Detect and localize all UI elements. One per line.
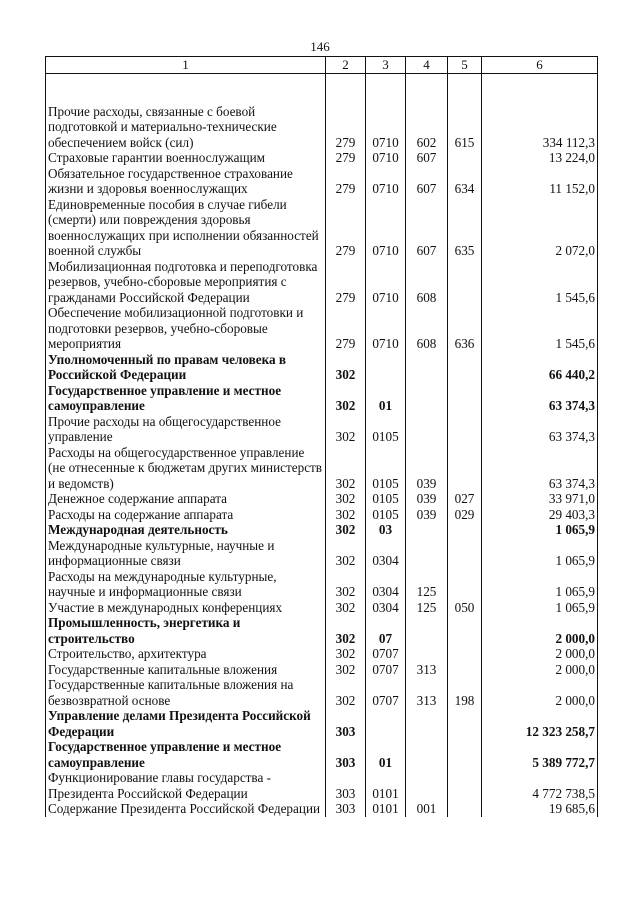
row-col-4: 039 xyxy=(406,445,448,492)
row-col-4: 313 xyxy=(406,662,448,678)
table-row xyxy=(46,445,598,492)
row-col-2: 302 xyxy=(326,600,366,616)
table-row xyxy=(46,646,598,662)
row-col-3: 0105 xyxy=(366,445,406,492)
header-col-6: 6 xyxy=(482,57,598,74)
row-col-3: 0105 xyxy=(366,414,406,445)
row-amount: 1 065,9 xyxy=(482,569,598,600)
row-col-3: 0707 xyxy=(366,646,406,662)
row-amount: 33 971,0 xyxy=(482,491,598,507)
table-row xyxy=(46,677,598,708)
row-name: Содержание Президента Российской Федерации xyxy=(46,801,326,817)
table-row xyxy=(46,600,598,616)
row-col-2: 279 xyxy=(326,305,366,352)
table-row xyxy=(46,569,598,600)
row-col-5 xyxy=(448,383,482,414)
row-col-5: 634 xyxy=(448,166,482,197)
row-col-3: 0707 xyxy=(366,662,406,678)
row-amount: 1 065,9 xyxy=(482,600,598,616)
row-amount: 1 065,9 xyxy=(482,538,598,569)
row-col-5 xyxy=(448,538,482,569)
table-row xyxy=(46,522,598,538)
row-col-5: 615 xyxy=(448,104,482,151)
table-row xyxy=(46,383,598,414)
row-amount: 2 072,0 xyxy=(482,197,598,259)
row-name: Мобилизационная подготовка и переподготовка резервов, учебно-сборовые мероприятия с гражданами Российской Федерации xyxy=(46,259,326,306)
row-name: Денежное содержание аппарата xyxy=(46,491,326,507)
table-row xyxy=(46,507,598,523)
row-col-3: 0101 xyxy=(366,801,406,817)
row-name: Расходы на содержание аппарата xyxy=(46,507,326,523)
row-col-3: 0710 xyxy=(366,166,406,197)
row-name: Промышленность, энергетика и строительство xyxy=(46,615,326,646)
row-amount: 2 000,0 xyxy=(482,677,598,708)
row-name: Функционирование главы государства - Президента Российской Федерации xyxy=(46,770,326,801)
row-col-4: 313 xyxy=(406,677,448,708)
row-col-2: 302 xyxy=(326,507,366,523)
row-amount: 2 000,0 xyxy=(482,646,598,662)
table-row xyxy=(46,305,598,352)
row-col-5 xyxy=(448,259,482,306)
row-col-5: 198 xyxy=(448,677,482,708)
row-col-2: 302 xyxy=(326,352,366,383)
row-col-5 xyxy=(448,770,482,801)
row-col-2: 302 xyxy=(326,646,366,662)
row-col-4: 602 xyxy=(406,104,448,151)
row-name: Государственные капитальные вложения на безвозвратной основе xyxy=(46,677,326,708)
row-col-5: 027 xyxy=(448,491,482,507)
row-name: Прочие расходы на общегосударственное управление xyxy=(46,414,326,445)
row-col-2: 302 xyxy=(326,383,366,414)
row-col-2: 302 xyxy=(326,569,366,600)
row-col-3: 01 xyxy=(366,383,406,414)
row-name: Расходы на международные культурные, научные и информационные связи xyxy=(46,569,326,600)
row-amount: 63 374,3 xyxy=(482,414,598,445)
row-col-4 xyxy=(406,414,448,445)
row-col-5 xyxy=(448,569,482,600)
header-row xyxy=(46,57,598,74)
row-col-4: 608 xyxy=(406,259,448,306)
row-col-2: 279 xyxy=(326,166,366,197)
row-col-4 xyxy=(406,352,448,383)
row-amount: 63 374,3 xyxy=(482,383,598,414)
row-col-3: 0710 xyxy=(366,150,406,166)
row-col-5 xyxy=(448,445,482,492)
row-col-4: 039 xyxy=(406,507,448,523)
table-row xyxy=(46,708,598,739)
budget-table xyxy=(45,56,598,817)
row-col-5: 636 xyxy=(448,305,482,352)
row-name: Государственные капитальные вложения xyxy=(46,662,326,678)
header-col-1: 1 xyxy=(46,57,326,74)
row-col-2: 302 xyxy=(326,414,366,445)
row-col-5: 050 xyxy=(448,600,482,616)
row-col-2: 302 xyxy=(326,662,366,678)
row-col-4: 125 xyxy=(406,569,448,600)
row-col-5 xyxy=(448,662,482,678)
row-amount: 29 403,3 xyxy=(482,507,598,523)
header-col-4: 4 xyxy=(406,57,448,74)
table-row xyxy=(46,352,598,383)
row-name: Строительство, архитектура xyxy=(46,646,326,662)
row-name: Единовременные пособия в случае гибели (смерти) или повреждения здоровья военнослужащих при исполнении обязанностей военной службы xyxy=(46,197,326,259)
row-col-4 xyxy=(406,615,448,646)
row-amount: 4 772 738,5 xyxy=(482,770,598,801)
row-col-4 xyxy=(406,739,448,770)
row-col-3: 0101 xyxy=(366,770,406,801)
row-col-3: 0304 xyxy=(366,600,406,616)
header-col-5: 5 xyxy=(448,57,482,74)
row-col-3: 0105 xyxy=(366,491,406,507)
row-name: Обеспечение мобилизационной подготовки и подготовки резервов, учебно-сборовые мероприятия xyxy=(46,305,326,352)
row-col-5 xyxy=(448,414,482,445)
row-col-4: 607 xyxy=(406,197,448,259)
row-col-4 xyxy=(406,708,448,739)
row-col-2: 279 xyxy=(326,104,366,151)
row-col-3: 0105 xyxy=(366,507,406,523)
row-col-4: 001 xyxy=(406,801,448,817)
header-col-3: 3 xyxy=(366,57,406,74)
row-col-2: 279 xyxy=(326,150,366,166)
table-row xyxy=(46,166,598,197)
table-row xyxy=(46,104,598,151)
table-row xyxy=(46,150,598,166)
row-col-3: 0707 xyxy=(366,677,406,708)
row-amount: 5 389 772,7 xyxy=(482,739,598,770)
row-col-5 xyxy=(448,646,482,662)
row-col-3: 0304 xyxy=(366,538,406,569)
row-col-3 xyxy=(366,708,406,739)
page-number: 146 xyxy=(310,39,330,54)
row-amount: 2 000,0 xyxy=(482,662,598,678)
row-col-2: 302 xyxy=(326,538,366,569)
table-row xyxy=(46,615,598,646)
row-col-2: 302 xyxy=(326,615,366,646)
table-row xyxy=(46,197,598,259)
header-col-2: 2 xyxy=(326,57,366,74)
row-col-4: 607 xyxy=(406,166,448,197)
row-amount: 1 545,6 xyxy=(482,259,598,306)
row-name: Прочие расходы, связанные с боевой подготовкой и материально-технические обеспечением войск (сил) xyxy=(46,104,326,151)
row-col-5 xyxy=(448,708,482,739)
row-col-3: 03 xyxy=(366,522,406,538)
row-col-2: 302 xyxy=(326,677,366,708)
row-name: Страховые гарантии военнослужащим xyxy=(46,150,326,166)
row-name: Участие в международных конференциях xyxy=(46,600,326,616)
row-amount: 2 000,0 xyxy=(482,615,598,646)
row-col-4: 608 xyxy=(406,305,448,352)
row-amount: 334 112,3 xyxy=(482,104,598,151)
row-col-3 xyxy=(366,352,406,383)
row-col-4 xyxy=(406,383,448,414)
row-col-5 xyxy=(448,522,482,538)
row-amount: 19 685,6 xyxy=(482,801,598,817)
row-col-3: 01 xyxy=(366,739,406,770)
row-col-2: 279 xyxy=(326,197,366,259)
row-col-2: 303 xyxy=(326,801,366,817)
row-col-2: 302 xyxy=(326,445,366,492)
table-row xyxy=(46,414,598,445)
row-col-5 xyxy=(448,801,482,817)
row-col-2: 279 xyxy=(326,259,366,306)
row-col-4 xyxy=(406,538,448,569)
row-col-5: 635 xyxy=(448,197,482,259)
row-col-4 xyxy=(406,646,448,662)
spacer-row xyxy=(46,73,598,104)
row-name: Международная деятельность xyxy=(46,522,326,538)
row-name: Обязательное государственное страхование жизни и здоровья военнослужащих xyxy=(46,166,326,197)
table-row xyxy=(46,538,598,569)
row-col-2: 302 xyxy=(326,491,366,507)
row-col-3: 0710 xyxy=(366,104,406,151)
row-name: Уполномоченный по правам человека в Российской Федерации xyxy=(46,352,326,383)
table-row xyxy=(46,801,598,817)
row-amount: 1 545,6 xyxy=(482,305,598,352)
row-col-5 xyxy=(448,615,482,646)
table-row xyxy=(46,662,598,678)
row-col-3: 0710 xyxy=(366,305,406,352)
table-row xyxy=(46,491,598,507)
row-col-4 xyxy=(406,522,448,538)
table-row xyxy=(46,259,598,306)
row-col-5 xyxy=(448,352,482,383)
row-col-3: 0304 xyxy=(366,569,406,600)
row-amount: 12 323 258,7 xyxy=(482,708,598,739)
row-col-2: 303 xyxy=(326,770,366,801)
row-col-4: 607 xyxy=(406,150,448,166)
row-amount: 63 374,3 xyxy=(482,445,598,492)
table-row xyxy=(46,739,598,770)
row-col-2: 303 xyxy=(326,708,366,739)
row-name: Государственное управление и местное самоуправление xyxy=(46,739,326,770)
row-col-3: 07 xyxy=(366,615,406,646)
row-col-3: 0710 xyxy=(366,259,406,306)
row-col-5: 029 xyxy=(448,507,482,523)
row-amount: 1 065,9 xyxy=(482,522,598,538)
row-name: Управление делами Президента Российской Федерации xyxy=(46,708,326,739)
row-col-4 xyxy=(406,770,448,801)
row-amount: 66 440,2 xyxy=(482,352,598,383)
row-name: Государственное управление и местное самоуправление xyxy=(46,383,326,414)
row-col-3: 0710 xyxy=(366,197,406,259)
row-col-2: 303 xyxy=(326,739,366,770)
table-row xyxy=(46,770,598,801)
row-col-5 xyxy=(448,150,482,166)
row-col-5 xyxy=(448,739,482,770)
row-col-4: 125 xyxy=(406,600,448,616)
row-col-2: 302 xyxy=(326,522,366,538)
row-col-4: 039 xyxy=(406,491,448,507)
row-amount: 11 152,0 xyxy=(482,166,598,197)
row-name: Расходы на общегосударственное управление (не отнесенные к бюджетам других министерств и ведомств) xyxy=(46,445,326,492)
row-amount: 13 224,0 xyxy=(482,150,598,166)
row-name: Международные культурные, научные и информационные связи xyxy=(46,538,326,569)
